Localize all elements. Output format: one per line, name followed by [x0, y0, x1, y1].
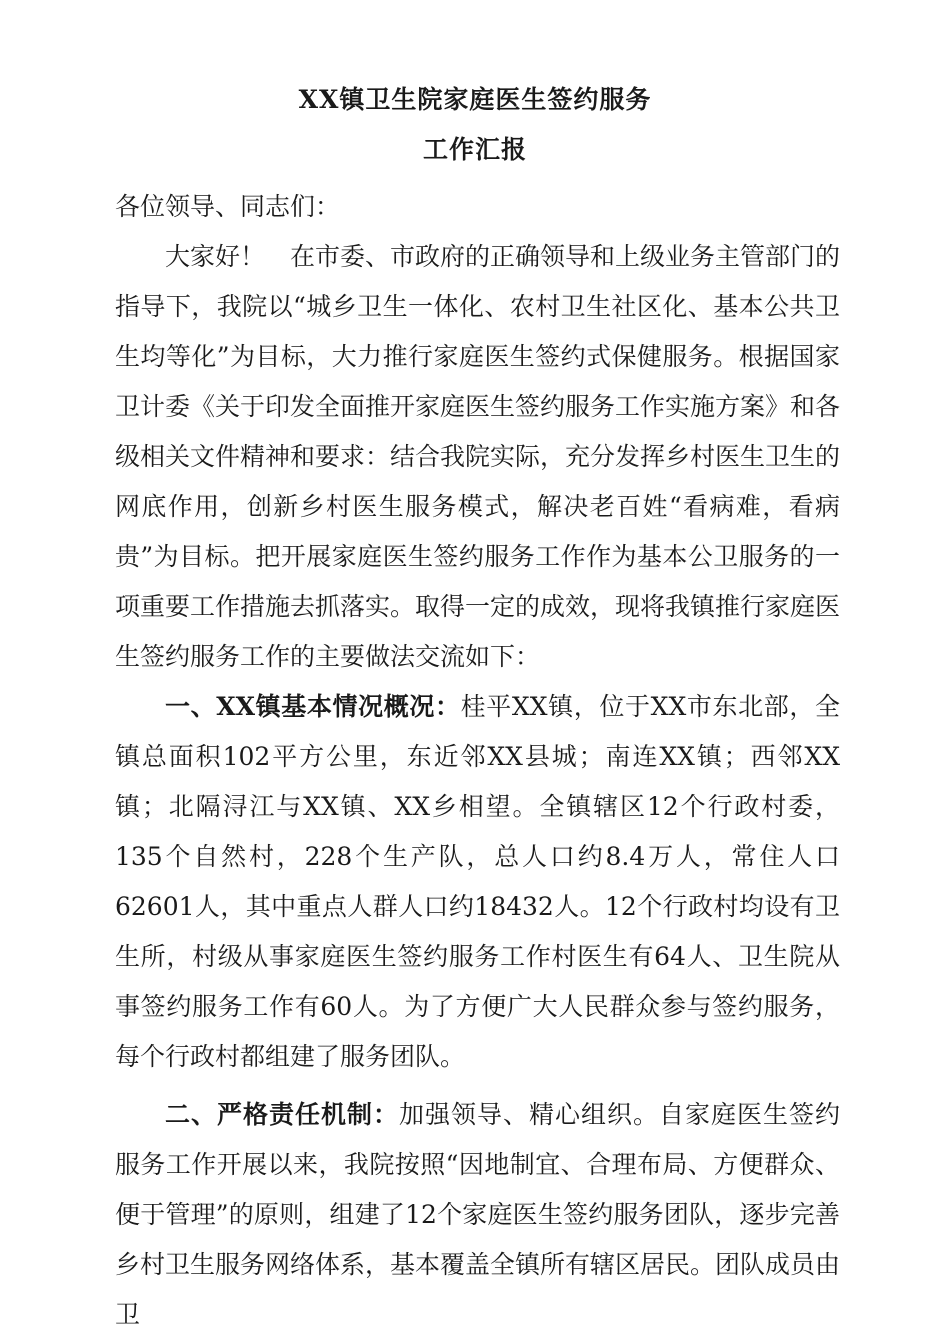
paragraph-greeting: [115, 232, 840, 682]
salutation: 各位领导、同志们：: [115, 192, 341, 221]
document-body: [115, 182, 840, 1340]
document-subtitle: 工作汇报: [422, 135, 527, 164]
paragraph-text: 大家好！ 在市委、市政府的正确领导和上级业务主管部门的指导下，我院以“城乡卫生一体化、农村卫生社区化、基本公共卫生均等化”为目标，大力推行家庭医生签约式保健服务。根据国家卫计委《关于印发全面推开家庭医生签约服务工作实施方案》和各级相关文件精神和要求：结合我院实际，充分发挥乡村医生卫生的网底作用，创新乡村医生服务模式，解决老百姓“看病难，看病贵”为目标。把开展家庭医生签约服务工作作为基本公卫服务的一项重要工作措施去抓落实。取得一定的成效，现将我镇推行家庭医生签约服务工作的主要做法交流如下：: [115, 242, 841, 671]
paragraph-overview: [115, 682, 840, 1082]
paragraph-responsibility: [115, 1090, 840, 1340]
section-heading: 二、严格责任机制：: [165, 1100, 399, 1129]
paragraph-text: 加强领导、精心组织。自家庭医生签约服务工作开展以来，我院按照“因地制宜、合理布局、方便群众、便于管理”的原则，组建了12个家庭医生签约服务团队，逐步完善乡村卫生服务网络体系，基本覆盖全镇所有辖区居民。团队成员由卫: [115, 1100, 841, 1329]
document-title: XX镇卫生院家庭医生签约服务: [298, 85, 652, 114]
section-heading: 一、XX镇基本情况概况：: [165, 692, 461, 721]
paragraph-text: 桂平XX镇，位于XX市东北部，全镇总面积102平方公里，东近邻XX县城；南连XX镇；西邻XX镇；北隔浔江与XX镇、XX乡相望。全镇辖区12个行政村委，135个自然村，228个生产队，总人口约8.4万人，常住人口62601人，其中重点人群人口约18432人。12个行政村均设有卫生所，村级从事家庭医生签约服务工作村医生有64人、卫生院从事签约服务工作有60人。为了方便广大人民群众参与签约服务，每个行政村都组建了服务团队。: [115, 692, 840, 1071]
